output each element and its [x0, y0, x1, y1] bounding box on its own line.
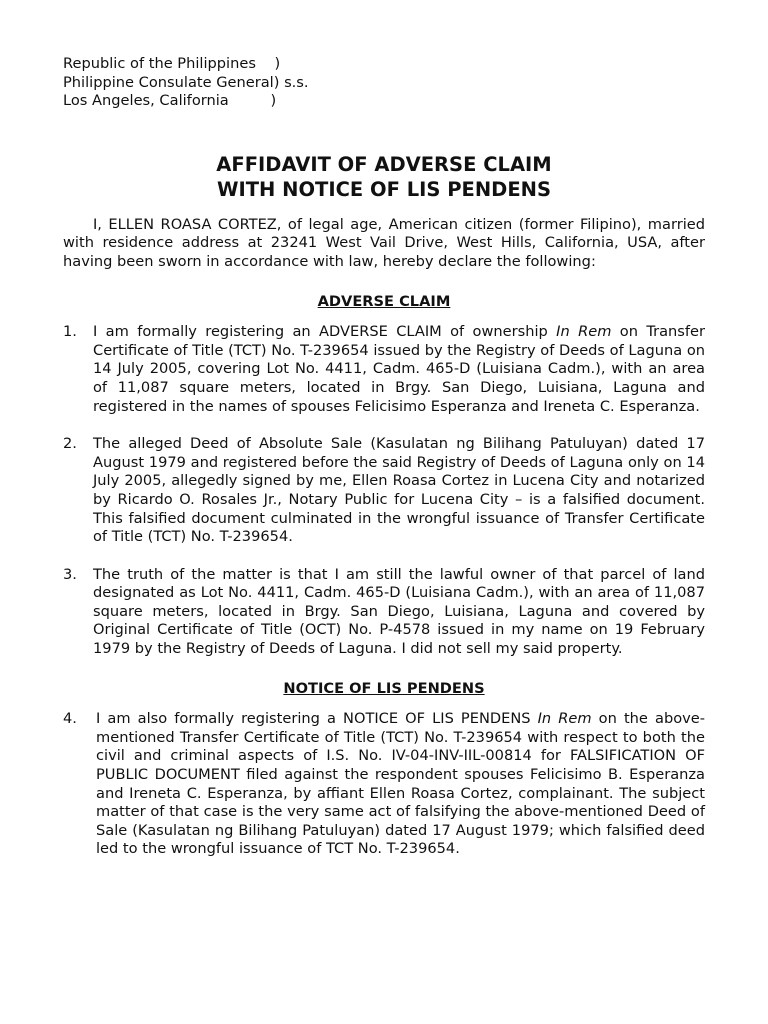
- item-number: 1.: [63, 323, 77, 341]
- item-number: 3.: [63, 565, 77, 583]
- item-text: The truth of the matter is that I am still the lawful owner of that parcel of land designated as Lot No. 4411, Cadm. 465-D (Luisiana Cadm.), with an area of 11,087 square meters, located in Brgy. San Diego, Luisiana, Laguna and covered by Original Certificate of Title (OCT) No. P-4578 issued in my name on 19 February 1979 by the Registry of Deeds of Laguna. I did not sell my said property.: [93, 565, 705, 658]
- venue-line-country: Republic of the Philippines ): [63, 55, 281, 72]
- title-line-2: WITH NOTICE OF LIS PENDENS: [216, 177, 552, 201]
- item-text: The alleged Deed of Absolute Sale (Kasulatan ng Bilihang Patuluyan) dated 17 August 1979 and registered before the said Registry of Deeds of Laguna only on 14 July 2005, allegedly signed by me, Ellen Roasa Cortez in Lucena City and notarized by Ricardo O. Rosales Jr., Notary Public for Lucena City – is a falsified document. This falsified document culminated in the wrongful issuance of Transfer Certificate of Title (TCT) No. T-239654.: [93, 435, 705, 546]
- list-item: [63, 323, 705, 416]
- item-text: [93, 323, 705, 416]
- item-text-after: on Transfer Certificate of Title (TCT) No. T-239654 issued by the Registry of Deeds of Laguna on 14 July 2005, covering Lot No. 4411, Cadm. 465-D (Luisiana Cadm.), with an area of 11,087 square meters, located in Brgy. San Diego, Luisiana, Laguna and registered in the names of spouses Felicisimo Esperanza and Ireneta C. Esperanza.: [93, 323, 706, 415]
- adverse-claim-heading: ADVERSE CLAIM: [317, 292, 451, 310]
- item-text: [96, 710, 705, 859]
- list-item: [63, 710, 705, 859]
- item-text-before: I am also formally registering a NOTICE OF LIS PENDENS: [96, 710, 538, 728]
- list-item: [63, 566, 705, 659]
- item-number: 2.: [63, 435, 77, 453]
- venue-line-city: Los Angeles, California ): [63, 92, 277, 110]
- item-text-before: I am formally registering an ADVERSE CLAIM of ownership: [93, 323, 557, 341]
- lis-pendens-heading: NOTICE OF LIS PENDENS: [283, 679, 485, 697]
- venue-block: [63, 55, 705, 111]
- venue-line-consulate: Philippine Consulate General) s.s.: [63, 73, 309, 91]
- item-number: 4.: [63, 710, 77, 728]
- intro-paragraph: I, ELLEN ROASA CORTEZ, of legal age, American citizen (former Filipino), married with residence address at 23241 West Vail Drive, West Hills, California, USA, after having been sworn in accordance with law, hereby declare the following:: [63, 215, 705, 270]
- item-text-emphasis: In Rem: [537, 710, 592, 728]
- list-item: [63, 435, 705, 547]
- title-line-1: AFFIDAVIT OF ADVERSE CLAIM: [216, 152, 552, 176]
- document-title: [63, 152, 705, 202]
- item-text-after: on the above-mentioned Transfer Certificate of Title (TCT) No. T-239654 with respect to both the civil and criminal aspects of I.S. No. IV-04-INV-IIL-00814 for FALSIFICATION OF PUBLIC DOCUMENT filed against the respondent spouses Felicisimo B. Esperanza and Ireneta C. Esperanza, by affiant Ellen Roasa Cortez, complainant. The subject matter of that case is the very same act of falsifying the above-mentioned Deed of Sale (Kasulatan ng Bilihang Patuluyan) dated 17 August 1979; which falsified deed led to the wrongful issuance of TCT No. T-239654.: [96, 710, 706, 858]
- item-text-emphasis: In Rem: [556, 323, 612, 341]
